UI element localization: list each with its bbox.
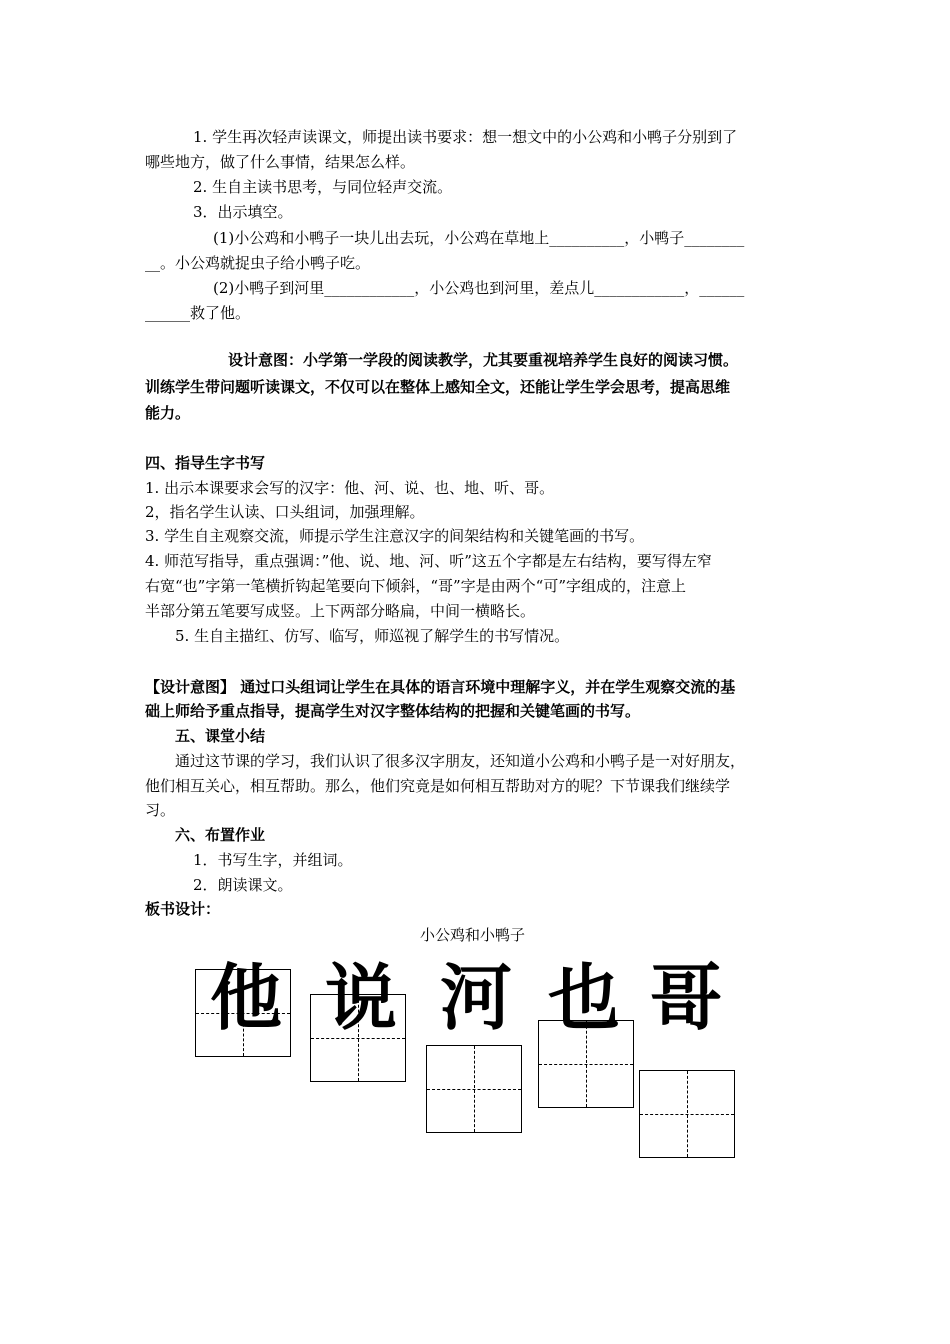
summary-line-3: 习。 [145,801,176,819]
writing-step-4-line-2: 右宽“也”字第一笔横折钩起笔要向下倾斜，“哥”字是由两个“可”字组成的，注意上 [145,577,687,595]
summary-line-1: 通过这节课的学习，我们认识了很多汉字朋友，还知道小公鸡和小鸭子是一对好朋友， [175,752,746,770]
reading-step-3: 3．出示填空。 [193,203,293,221]
fill-blank-1-line-2: __。小公鸡就捉虫子给小鸭子吃。 [145,254,371,272]
writing-step-4-line-3: 半部分第五笔要写成竖。上下两部分略扁，中间一横略长。 [145,602,536,620]
writing-step-1: 1. 出示本课要求会写的汉字：他、河、说、也、地、听、哥。 [145,479,555,497]
practice-grid-3 [426,1045,522,1133]
homework-item-1: 1．书写生字，并组词。 [193,851,353,869]
writing-step-4-line-1: 4. 师范写指导，重点强调：”他、说、地、河、听”这五个字都是左右结构，要写得左窄 [145,552,712,570]
board-design-label: 板书设计： [145,900,221,918]
board-char-he: 河 [440,955,513,1040]
homework-item-2: 2．朗读课文。 [193,876,293,894]
section-6-heading: 六、布置作业 [175,826,266,844]
writing-step-3: 3. 学生自主观察交流，师提示学生注意汉字的间架结构和关键笔画的书写。 [145,527,645,545]
fill-blank-2-line-2: ______救了他。 [145,304,251,322]
design-intent-1-line-2: 训练学生带问题听读课文，不仅可以在整体上感知全文，还能让学生学会思考，提高思维 [145,378,731,396]
design-intent-1-line-1: 设计意图：小学第一学段的阅读教学，尤其要重视培养学生良好的阅读习惯。 [228,351,739,369]
summary-line-2: 他们相互关心，相互帮助。那么，他们究竟是如何相互帮助对方的呢？下节课我们继续学 [145,777,731,795]
fill-blank-2-line-1: (2)小鸭子到河里____________，小公鸡也到河里，差点儿____________，______ [213,279,745,297]
design-intent-2-line-1: 【设计意图】 通过口头组词让学生在具体的语言环境中理解字义，并在学生观察交流的基 [145,678,736,696]
board-char-ta: 他 [210,955,283,1040]
section-5-heading: 五、课堂小结 [175,727,266,745]
reading-step-1-line-2: 哪些地方，做了什么事情，结果怎么样。 [145,153,416,171]
section-4-heading: 四、指导生字书写 [145,454,266,472]
design-intent-1-line-3: 能力。 [145,404,191,422]
writing-step-2: 2，指名学生认读、口头组词，加强理解。 [145,503,425,521]
reading-step-2: 2. 生自主读书思考，与同位轻声交流。 [193,178,453,196]
design-intent-2-line-2: 础上师给予重点指导，提高学生对汉字整体结构的把握和关键笔画的书写。 [145,702,641,720]
board-char-ge: 哥 [650,955,723,1040]
board-title: 小公鸡和小鸭子 [420,926,526,944]
board-char-ye: 也 [548,955,621,1040]
reading-step-1-line-1: 1. 学生再次轻声读课文，师提出读书要求：想一想文中的小公鸡和小鸭子分别到了 [193,128,738,146]
board-char-shuo: 说 [325,955,398,1040]
writing-step-5: 5. 生自主描红、仿写、临写，师巡视了解学生的书写情况。 [175,627,570,645]
practice-grid-5 [639,1070,735,1158]
fill-blank-1-line-1: (1)小公鸡和小鸭子一块儿出去玩，小公鸡在草地上__________，小鸭子________ [213,229,745,247]
